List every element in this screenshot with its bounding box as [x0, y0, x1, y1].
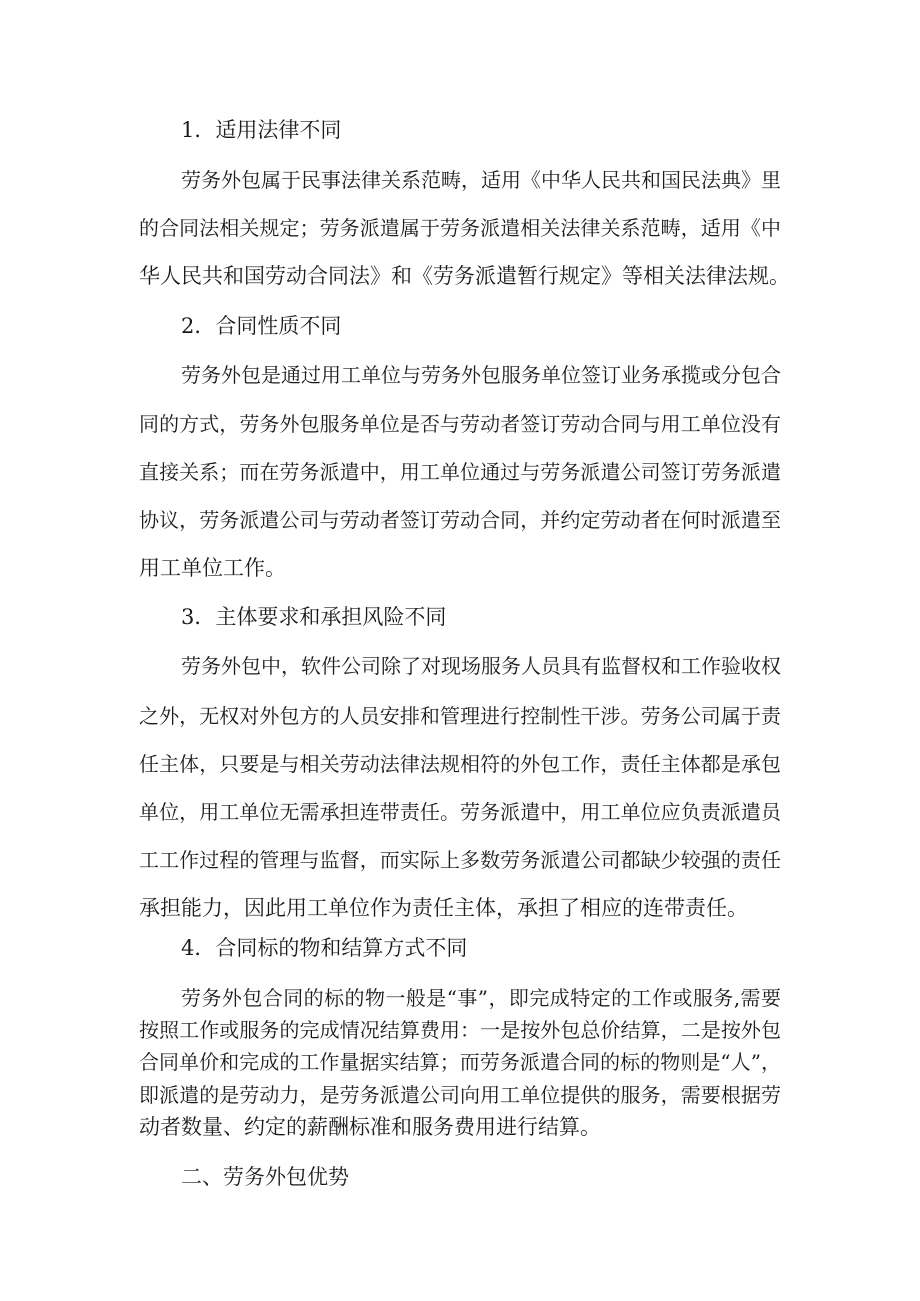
section-4-para-line-5: 动者数量、约定的薪酬标准和服务费用进行结算。: [139, 1115, 601, 1139]
section-2-para-line-1: 劳 务 外 包 是 通 过 用 工 单 位 与 劳 务 外 包 服 务 单 位 签 订 业 务 承 揽 或 分 包 合: [181, 363, 781, 387]
section-2-heading: 2．合同性质不同: [181, 314, 342, 338]
section-4-heading: 4．合同标的物和结算方式不同: [181, 936, 468, 960]
section-2-para-line-2: 同 的 方 式 ， 劳 务 外 包 服 务 单 位 是 否 与 劳 动 者 签 订 劳 动 合 同 与 用 工 单 位 没 有: [139, 412, 781, 436]
part-2-heading: 二、劳务外包优势: [181, 1165, 349, 1189]
section-3-para-line-5: 工 工 作 过 程 的 管 理 与 监 督 ， 而 实 际 上 多 数 劳 务 派 遣 公 司 都 缺 少 较 强 的 责 任: [139, 848, 781, 872]
section-4-para-line-1: 劳 务 外 包 合 同 的 标 的 物 一 般 是 “ 事 ” ， 即 完 成 特 定 的 工 作 或 服 务 , 需 要: [181, 986, 781, 1010]
section-1-heading: 1．适用法律不同: [181, 118, 342, 142]
section-1-para-line-2: 的 合 同 法 相 关 规 定 ； 劳 务 派 遣 属 于 劳 务 派 遣 相 关 法 律 关 系 范 畴 ， 适 用 《 中: [139, 216, 781, 240]
section-4-para-line-3: 合 同 单 价 和 完 成 的 工 作 量 据 实 结 算 ； 而 劳 务 派 遣 合 同 的 标 的 物 则 是 “ 人 ” ，: [139, 1050, 781, 1074]
section-3-para-line-1: 劳 务 外 包 中 ， 软 件 公 司 除 了 对 现 场 服 务 人 员 具 有 监 督 权 和 工 作 验 收 权: [181, 654, 781, 678]
section-3-para-line-4: 单 位 ， 用 工 单 位 无 需 承 担 连 带 责 任 。 劳 务 派 遣 中 ， 用 工 单 位 应 负 责 派 遣 员: [139, 800, 781, 824]
section-3-para-line-6: 承担能力，因此用工单位作为责任主体，承担了相应的连带责任。: [139, 896, 748, 920]
section-4-para-line-4: 即 派 遣 的 是 劳 动 力 ， 是 劳 务 派 遣 公 司 向 用 工 单 位 提 供 的 服 务 ， 需 要 根 据 劳: [139, 1083, 781, 1107]
section-3-para-line-2: 之 外 ， 无 权 对 外 包 方 的 人 员 安 排 和 管 理 进 行 控 制 性 干 涉 。 劳 务 公 司 属 于 责: [139, 704, 781, 728]
section-3-heading: 3．主体要求和承担风险不同: [181, 605, 447, 629]
section-1-para-line-3: 华人民共和国劳动合同法》和《劳务派遣暂行规定》等相关法律法规。: [139, 264, 790, 288]
section-2-para-line-3: 直 接 关 系 ； 而 在 劳 务 派 遣 中 ， 用 工 单 位 通 过 与 劳 务 派 遣 公 司 签 订 劳 务 派 遣: [139, 460, 781, 484]
section-4-para-line-2: 按 照 工 作 或 服 务 的 完 成 情 况 结 算 费 用 ： 一 是 按 外 包 总 价 结 算 ， 二 是 按 外 包: [139, 1018, 781, 1042]
section-2-para-line-5: 用工单位工作。: [139, 556, 286, 580]
section-2-para-line-4: 协 议 ， 劳 务 派 遣 公 司 与 劳 动 者 签 订 劳 动 合 同 ， 并 约 定 劳 动 者 在 何 时 派 遣 至: [139, 508, 781, 532]
section-1-para-line-1: 劳 务 外 包 属 于 民 事 法 律 关 系 范 畴 ， 适 用 《 中 华 人 民 共 和 国 民 法 典 》 里: [181, 168, 781, 192]
section-3-para-line-3: 任 主 体 ， 只 要 是 与 相 关 劳 动 法 律 法 规 相 符 的 外 包 工 作 ， 责 任 主 体 都 是 承 包: [139, 752, 781, 776]
